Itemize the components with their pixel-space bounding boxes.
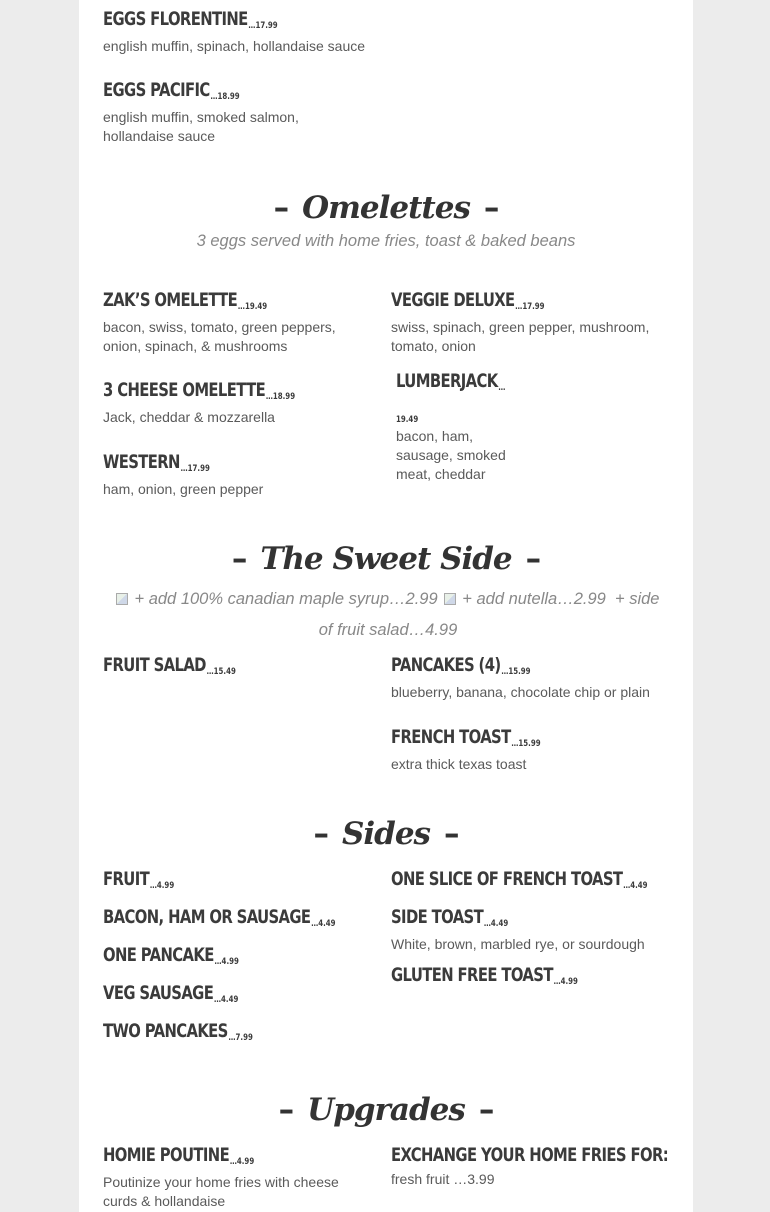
- menu-item-fruit: [103, 867, 174, 898]
- broken-image-icon: [444, 593, 456, 605]
- item-price: …18.99: [265, 392, 296, 402]
- item-name: ZAK’S OMELETTE: [103, 289, 238, 311]
- menu-item-veggie-deluxe: [391, 288, 545, 319]
- item-price: …15.49: [206, 667, 236, 677]
- item-name: TWO PANCAKES: [103, 1020, 228, 1042]
- menu-item-homie-poutine: [103, 1143, 254, 1174]
- item-name: HOMIE POUTINE: [103, 1144, 230, 1166]
- item-name: VEG SAUSAGE: [103, 982, 214, 1004]
- item-price: …17.99: [515, 302, 545, 312]
- menu-item-side-toast: [391, 905, 508, 936]
- item-description: swiss, spinach, green pepper, mushroom, tomato, onion: [391, 319, 650, 354]
- item-name: VEGGIE DELUXE: [391, 289, 515, 311]
- item-price: …7.99: [228, 1033, 253, 1043]
- section-subtitle: 3 eggs served with home fries, toast & baked beans: [196, 232, 576, 250]
- item-description: english muffin, spinach, hollandaise sauce: [103, 38, 366, 54]
- item-description: blueberry, banana, chocolate chip or plain: [391, 684, 650, 700]
- item-description: extra thick texas toast: [391, 756, 527, 772]
- item-price: …4.49: [623, 881, 648, 891]
- menu-page: [79, 0, 693, 1212]
- menu-item-pancakes: [391, 653, 531, 684]
- item-description: Poutinize your home fries with cheese curds & hollandaise: [103, 1174, 339, 1209]
- item-name: FRENCH TOAST: [391, 726, 511, 748]
- menu-item-french-toast: [391, 725, 541, 756]
- menu-item-fruit-salad: [103, 653, 236, 684]
- section-title-omelettes: – Omelettes –: [273, 190, 499, 226]
- item-name: BACON, HAM OR SAUSAGE: [103, 906, 311, 928]
- item-description: White, brown, marbled rye, or sourdough: [391, 936, 645, 952]
- item-price: …17.99: [180, 464, 210, 474]
- item-price: …19.49: [237, 302, 268, 312]
- item-description: Jack, cheddar & mozzarella: [103, 409, 275, 425]
- item-name: EGGS FLORENTINE: [103, 8, 248, 30]
- menu-item-bacon-ham-sausage: [103, 905, 336, 936]
- menu-item-western: [103, 450, 210, 481]
- item-name: 3 CHEESE OMELETTE: [103, 379, 266, 401]
- section-title-sweet-side: – The Sweet Side –: [231, 541, 541, 577]
- menu-item-gluten-free-toast: [391, 963, 578, 994]
- menu-item-two-pancakes: [103, 1019, 253, 1050]
- item-price: …17.99: [248, 21, 278, 31]
- item-name: WESTERN: [103, 451, 180, 473]
- item-price: …4.49: [311, 919, 336, 929]
- item-name: LUMBERJACK: [396, 370, 498, 392]
- menu-item-exchange-home-fries: [391, 1143, 668, 1167]
- menu-item-one-slice-french-toast: [391, 867, 648, 898]
- menu-item-one-pancake: [103, 943, 239, 974]
- item-description: bacon, ham, sausage, smoked meat, cheddar: [396, 428, 506, 482]
- item-name: EXCHANGE YOUR HOME FRIES FOR:: [391, 1144, 669, 1166]
- item-price: …18.99: [210, 92, 240, 102]
- addons-line: + add 100% canadian maple syrup…2.99 + add nutella…2.99 + side of fruit salad…4.99: [103, 584, 673, 646]
- item-price: …4.49: [213, 995, 239, 1005]
- item-price: …15.99: [501, 667, 531, 677]
- item-name: GLUTEN FREE TOAST: [391, 964, 553, 986]
- item-name: FRUIT: [103, 868, 150, 890]
- item-name: SIDE TOAST: [391, 906, 484, 928]
- item-price: …4.99: [229, 1157, 255, 1167]
- item-price: …15.99: [511, 739, 541, 749]
- item-description: ham, onion, green pepper: [103, 481, 264, 497]
- menu-item-lumberjack: LUMBERJACK…: [396, 370, 506, 393]
- item-price: …4.99: [214, 957, 239, 967]
- item-name: ONE PANCAKE: [103, 944, 214, 966]
- item-price: …4.99: [553, 977, 578, 987]
- item-description: fresh fruit …3.99: [391, 1171, 495, 1187]
- item-name: ONE SLICE OF FRENCH TOAST: [391, 868, 623, 890]
- item-description: english muffin, smoked salmon, hollandaise sauce: [103, 109, 299, 144]
- item-price: …4.99: [149, 881, 175, 891]
- section-title-upgrades: – Upgrades –: [278, 1092, 494, 1128]
- item-name: PANCAKES (4): [391, 654, 501, 676]
- item-name: EGGS PACIFIC: [103, 79, 210, 101]
- menu-item-eggs-pacific: [103, 78, 240, 109]
- menu-item-3-cheese-omelette: [103, 378, 295, 409]
- menu-item-veg-sausage: [103, 981, 238, 1012]
- item-name: FRUIT SALAD: [103, 654, 206, 676]
- menu-item-zaks-omelette: [103, 288, 267, 319]
- broken-image-icon: [116, 593, 128, 605]
- item-price: …4.49: [483, 919, 509, 929]
- section-title-sides: – Sides –: [313, 816, 459, 852]
- item-description: bacon, swiss, tomato, green peppers, onion, spinach, & mushrooms: [103, 319, 336, 354]
- item-price: 19.49: [396, 415, 419, 425]
- menu-item-eggs-florentine: [103, 7, 278, 38]
